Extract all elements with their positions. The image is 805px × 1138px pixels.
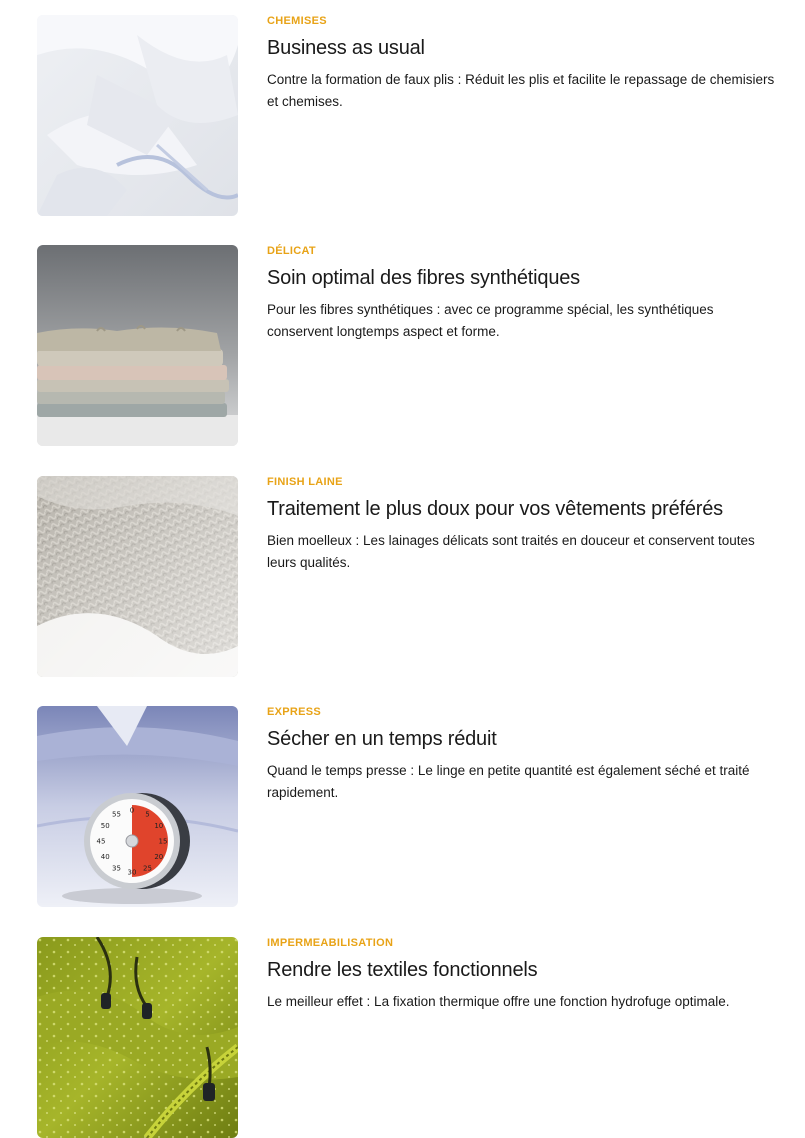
timer-dial-label: 40 bbox=[100, 853, 110, 861]
waterproof-jacket-image bbox=[37, 937, 238, 1138]
feature-title: Soin optimal des fibres synthétiques bbox=[267, 267, 580, 289]
feature-item-chemises bbox=[37, 15, 777, 216]
feature-title: Sécher en un temps réduit bbox=[267, 728, 497, 750]
timer-dial-label: 20 bbox=[154, 853, 164, 861]
feature-item-impermeabilisation bbox=[37, 937, 777, 1138]
timer-dial-label: 45 bbox=[96, 837, 106, 846]
timer-dial-label: 5 bbox=[145, 810, 150, 819]
feature-description: Contre la formation de faux plis : Réduit les plis et facilite le repassage de chemisiers et chemises. bbox=[267, 72, 775, 109]
feature-description: Quand le temps presse : Le linge en petite quantité est également séché et traité rapidement. bbox=[267, 763, 750, 800]
feature-title: Traitement le plus doux pour vos vêtements préférés bbox=[267, 498, 723, 520]
feature-category: EXPRESS bbox=[267, 706, 322, 718]
kitchen-timer-image bbox=[37, 706, 238, 907]
timer-dial-label: 55 bbox=[112, 810, 121, 819]
feature-description: Pour les fibres synthétiques : avec ce programme spécial, les synthétiques conservent longtemps aspect et forme. bbox=[267, 302, 714, 339]
feature-category: IMPERMEABILISATION bbox=[267, 937, 394, 949]
timer-dial-label: 10 bbox=[154, 822, 164, 830]
shirt-fabric-image bbox=[37, 15, 238, 216]
wool-knit-image bbox=[37, 476, 238, 677]
feature-item-finish-laine bbox=[37, 476, 777, 677]
timer-dial-label: 25 bbox=[143, 864, 152, 873]
feature-item-delicat bbox=[37, 245, 777, 446]
timer-dial-label: 15 bbox=[158, 837, 168, 846]
timer-dial-label: 30 bbox=[127, 868, 137, 877]
timer-dial-label: 35 bbox=[112, 864, 121, 873]
timer-dial-label: 50 bbox=[100, 822, 110, 830]
feature-category: FINISH LAINE bbox=[267, 476, 343, 488]
feature-description: Bien moelleux : Les lainages délicats sont traités en douceur et conservent toutes leurs qualités. bbox=[267, 533, 755, 570]
timer-dial-label: 0 bbox=[129, 806, 135, 815]
feature-description: Le meilleur effet : La fixation thermique offre une fonction hydrofuge optimale. bbox=[267, 994, 730, 1009]
feature-title: Rendre les textiles fonctionnels bbox=[267, 959, 538, 981]
feature-item-express bbox=[37, 706, 777, 907]
folded-clothes-image bbox=[37, 245, 238, 446]
feature-category: DÉLICAT bbox=[267, 245, 316, 257]
feature-title: Business as usual bbox=[267, 37, 425, 59]
feature-category: CHEMISES bbox=[267, 15, 327, 27]
